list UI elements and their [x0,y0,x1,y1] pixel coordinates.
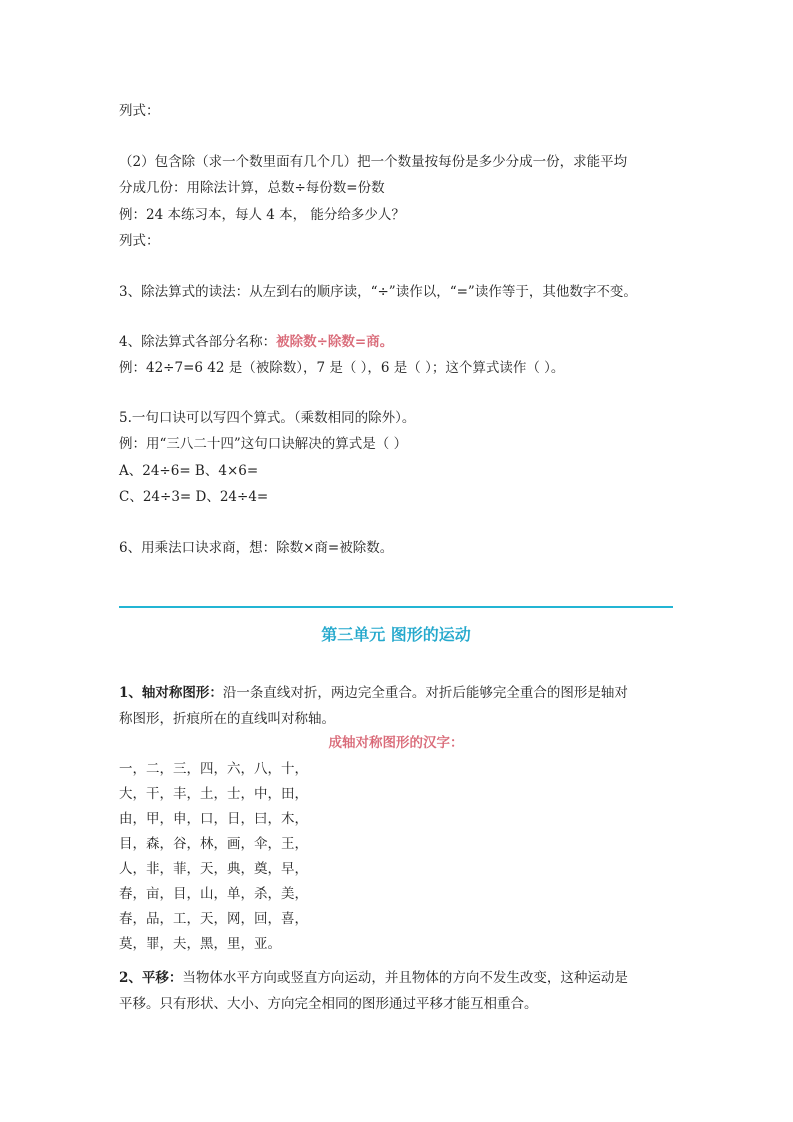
term-definition: 沿一条直线对折，两边完全重合。对折后能够完全重合的图形是轴对 [222,685,628,701]
text-line: 3、除法算式的读法：从左到右的顺序读，“÷”读作以，“=”读作等于，其他数字不变。 [119,284,637,300]
char-row: 春，亩，目，山，单，杀，美， [119,886,308,902]
term-label: 1、轴对称图形： [119,685,223,701]
text-line [119,683,679,703]
section-divider [119,606,673,608]
text-line: 6、用乘法口诀求商，想：除数×商=被除数。 [119,540,394,556]
section-title: 第三单元 图形的运动 [321,625,471,644]
term-label: 2、平移： [119,970,183,986]
text-line: 例：24 本练习本，每人 4 本， 能分给多少人？ [119,207,405,223]
char-row: 由，甲，申，口，日，曰，木， [119,811,308,827]
term-definition: 当物体水平方向或竖直方向运动，并且物体的方向不发生改变，这种运动是 [182,970,628,986]
text-line: （2）包含除（求一个数里面有几个几）把一个数量按每份是多少分成一份，求能平均 [119,154,628,170]
char-row: 目，森，谷，林，画，伞，王， [119,836,308,852]
text-line: 例：用“三八二十四”这句口诀解决的算式是（ ） [119,436,408,452]
char-row: 莫，罪，夫，黑，里，亚。 [119,936,281,952]
text-line: A、24÷6= B、4×6= [119,463,259,479]
text-line: 称图形，折痕所在的直线叫对称轴。 [119,711,335,727]
text-line: 平移。只有形状、大小、方向完全相同的图形通过平移才能互相重合。 [119,996,538,1012]
char-row: 春，品，工，天，网，回，喜， [119,911,308,927]
text-line: C、24÷3= D、24÷4= [119,489,269,505]
text-line: 列式： [119,103,160,119]
char-row: 大，干，丰，土，士，中，田， [119,786,308,802]
char-row: 人，非，菲，天，典，奠，早， [119,861,308,877]
text-line [119,332,679,352]
text-line: 分成几份：用除法计算，总数÷每份数=份数 [119,180,385,196]
char-row: 一，二，三，四，六，八，十， [119,761,308,777]
text-line: 5.一句口诀可以写四个算式。（乘数相同的除外）。 [119,410,416,426]
text-line: 例：42÷7=6 42 是（被除数），7 是（ ），6 是（ ）；这个算式读作（ ）。 [119,360,565,376]
chars-subtitle: 成轴对称图形的汉字： [328,735,464,751]
text-line: 列式： [119,233,160,249]
text-line [119,968,679,988]
text-prefix: 4、除法算式各部分名称： [119,334,277,350]
highlight-formula: 被除数÷除数=商。 [276,334,394,350]
